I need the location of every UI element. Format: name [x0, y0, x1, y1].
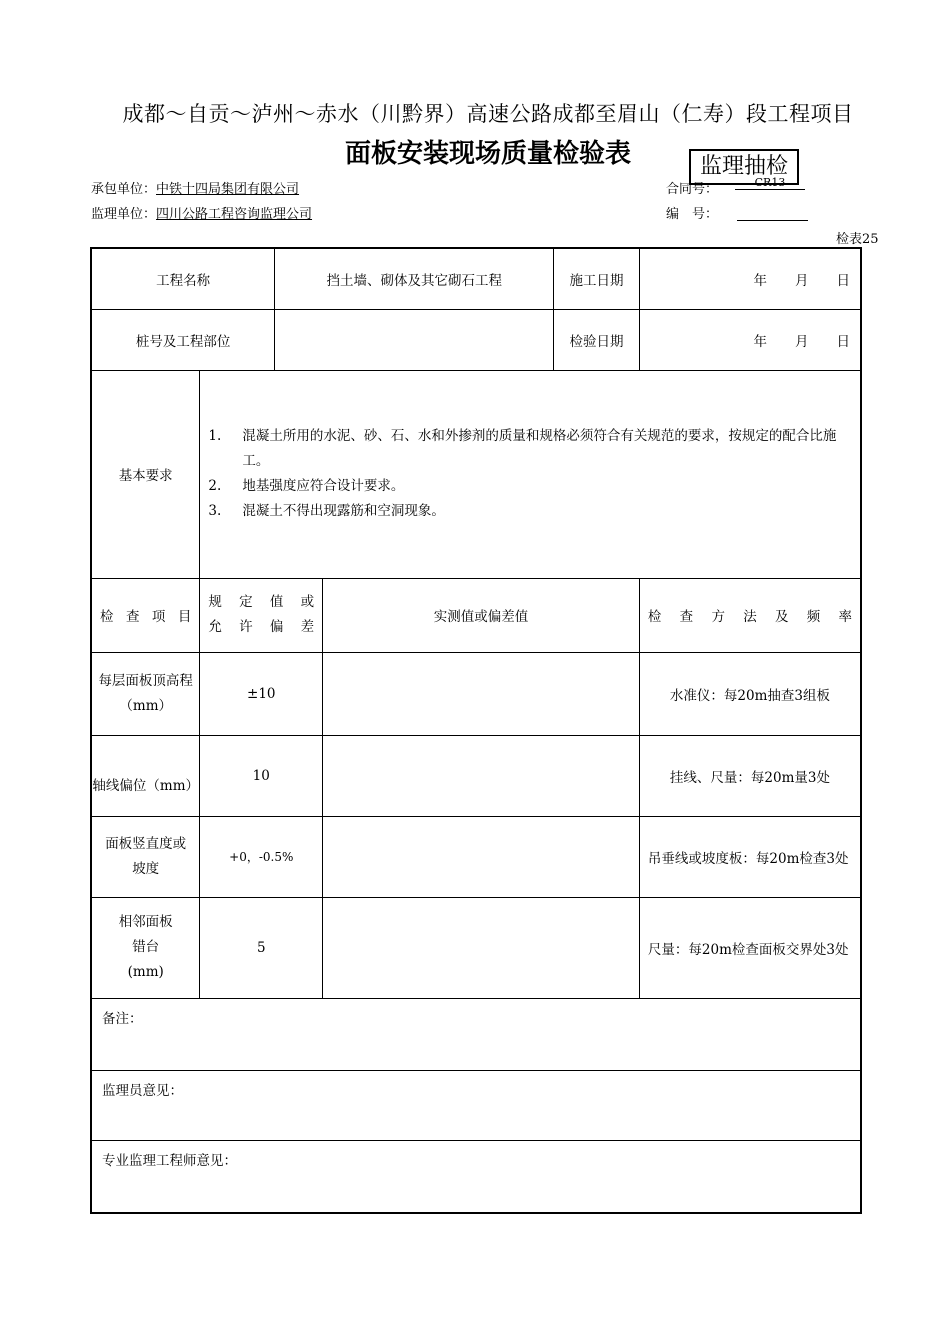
serial-label: 编 号：	[666, 207, 719, 222]
project-title: 成都～自贡～泸州～赤水（川黔界）高速公路成都至眉山（仁寿）段工程项目	[122, 102, 854, 126]
basic-requirements-row	[91, 370, 861, 578]
requirement-item: 1. 混凝土所用的水泥、砂、石、水和外掺剂的质量和规格必须符合有关规范的要求，按规定的配合比施工。	[208, 428, 837, 469]
supervisor-label: 监理单位：	[91, 207, 157, 222]
form-number: 检表25	[836, 232, 879, 247]
measured-value-cell[interactable]	[323, 816, 640, 897]
check-row	[91, 735, 861, 816]
engineer-opinion-row	[91, 1140, 861, 1213]
check-spec: +0，-0.5%	[200, 816, 323, 897]
basic-requirements-content	[200, 370, 861, 578]
supervisor-row	[91, 203, 312, 222]
supervisor-value: 四川公路工程咨询监理公司	[156, 207, 313, 222]
contract-value: CR13	[735, 176, 805, 190]
construction-date-value[interactable]	[639, 248, 861, 309]
month-label: 月	[795, 272, 809, 289]
check-item: 面板竖直度或坡度	[91, 816, 200, 897]
check-method: 尺量：每20m检查面板交界处3处	[639, 897, 861, 998]
check-method: 吊垂线或坡度板：每20m检查3处	[639, 816, 861, 897]
remarks-field[interactable]: 备注：	[91, 998, 861, 1070]
contractor-row	[91, 178, 299, 197]
check-spec: ±10	[200, 652, 323, 735]
check-spec: 5	[200, 897, 323, 998]
project-name-row	[91, 248, 861, 309]
year-label: 年	[753, 272, 767, 289]
project-name-value: 挡土墙、砌体及其它砌石工程	[275, 248, 554, 309]
engineer-opinion-field[interactable]: 专业监理工程师意见：	[91, 1140, 861, 1213]
check-item: 相邻面板错台(mm)	[91, 897, 200, 998]
check-row	[91, 816, 861, 897]
method-header: 检 查 方 法 及 频 率	[639, 578, 861, 652]
check-item: 每层面板顶高程（mm）	[91, 652, 200, 735]
measured-value-cell[interactable]	[323, 735, 640, 816]
check-item-header: 检 查 项 目	[91, 578, 200, 652]
spec-header: 规 定 值 或 允 许 偏 差	[200, 578, 323, 652]
serial-value-line	[737, 206, 808, 221]
measured-value-cell[interactable]	[323, 897, 640, 998]
project-name-label: 工程名称	[91, 248, 275, 309]
check-item: 轴线偏位（mm）	[91, 735, 200, 816]
requirement-item: 2. 地基强度应符合设计要求。	[208, 478, 405, 494]
station-value[interactable]	[275, 309, 554, 370]
contractor-label: 承包单位：	[91, 182, 157, 197]
month-label: 月	[795, 333, 809, 350]
check-header-row	[91, 578, 861, 652]
day-label: 日	[836, 333, 850, 350]
measured-header: 实测值或偏差值	[323, 578, 640, 652]
station-label: 桩号及工程部位	[91, 309, 275, 370]
form-title: 面板安装现场质量检验表	[344, 139, 631, 169]
station-row	[91, 309, 861, 370]
inspection-stamp: 监理抽检	[689, 149, 799, 185]
supervisor-opinion-field[interactable]: 监理员意见：	[91, 1070, 861, 1140]
measured-value-cell[interactable]	[323, 652, 640, 735]
requirement-item: 3. 混凝土不得出现露筋和空洞现象。	[208, 503, 445, 519]
inspection-table	[90, 247, 862, 1214]
contractor-value: 中铁十四局集团有限公司	[156, 182, 300, 197]
year-label: 年	[753, 333, 767, 350]
basic-requirements-label: 基本要求	[91, 370, 200, 578]
construction-date-label: 施工日期	[554, 248, 640, 309]
supervisor-opinion-row	[91, 1070, 861, 1140]
check-spec: 10	[200, 735, 323, 816]
inspection-date-value[interactable]	[639, 309, 861, 370]
contract-label: 合同号：	[666, 182, 719, 197]
check-row	[91, 897, 861, 998]
check-method: 挂线、尺量：每20m量3处	[639, 735, 861, 816]
inspection-date-label: 检验日期	[554, 309, 640, 370]
day-label: 日	[836, 272, 850, 289]
remarks-row	[91, 998, 861, 1070]
check-method: 水准仪：每20m抽查3组板	[639, 652, 861, 735]
check-row	[91, 652, 861, 735]
